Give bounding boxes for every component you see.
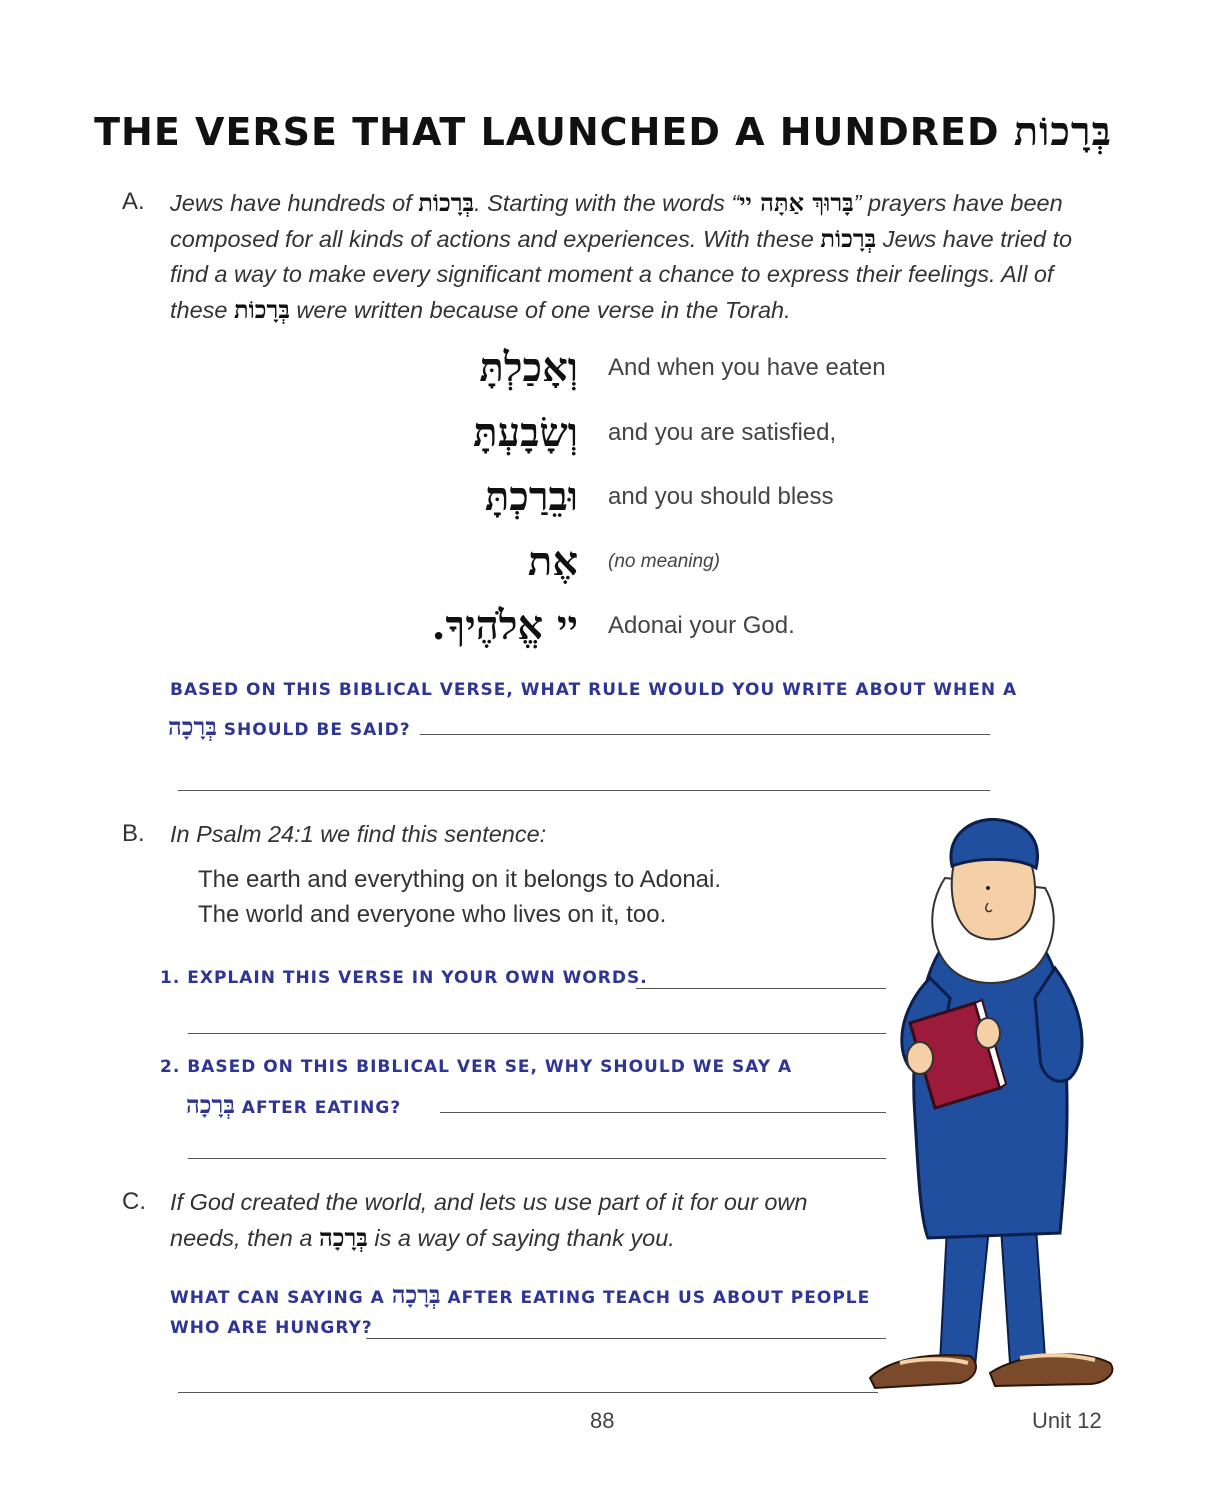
text-run: AFTER EATING TEACH US ABOUT PEOPLE <box>440 1288 871 1308</box>
answer-line-a1[interactable] <box>420 734 990 735</box>
scholar-figure <box>870 819 1112 1388</box>
verse-english-1: And when you have eaten <box>608 354 886 381</box>
question-number: 2. <box>160 1057 181 1077</box>
question-a-line2 <box>168 712 411 742</box>
verse-hebrew-5: יי אֱלֹהֶיךָ. <box>431 602 578 649</box>
title-hebrew: בְּרָכוֹת <box>1013 108 1112 155</box>
answer-line-b2a[interactable] <box>440 1112 886 1113</box>
unit-label: Unit 12 <box>1032 1408 1102 1433</box>
verse-hebrew-2: וְשָׂבָעְתָּ <box>473 409 578 456</box>
text-run: were written because of one verse in the Torah. <box>289 297 791 323</box>
verse-english-2: and you are satisfied, <box>608 419 837 446</box>
scholar-illustration <box>860 818 1120 1398</box>
section-c-letter: C. <box>122 1188 146 1215</box>
verse-english-4: (no meaning) <box>608 551 720 572</box>
psalm-quote-line1: The earth and everything on it belongs to Adonai. <box>198 866 722 893</box>
hebrew-word: בְּרָכוֹת <box>820 224 877 253</box>
verse-english-3: and you should bless <box>608 483 834 510</box>
text-run: EXPLAIN THIS VERSE IN YOUR OWN WORDS. <box>187 968 648 988</box>
answer-line-c2[interactable] <box>178 1392 878 1393</box>
section-a-paragraph <box>170 185 1110 328</box>
verse-english-5: Adonai your God. <box>608 612 795 639</box>
text-run: SHOULD BE SAID? <box>216 720 411 740</box>
question-b2-line2 <box>186 1090 401 1120</box>
page-title <box>0 108 1206 155</box>
question-number: 1. <box>160 968 181 988</box>
text-run: If God created the world, and lets us use part of it for our own needs, then a <box>170 1189 808 1251</box>
page-number: 88 <box>590 1408 615 1433</box>
section-c-paragraph <box>170 1185 870 1256</box>
question-b2-line1 <box>160 1057 792 1077</box>
text-run: Jews have hundreds of <box>170 190 419 216</box>
hebrew-word: בְּרָכָה <box>168 712 217 741</box>
text-run: is a way of saying thank you. <box>367 1225 675 1251</box>
hebrew-word: בְּרָכָה <box>186 1090 235 1119</box>
text-run: Jews have tried to find a way to make every significant moment a chance to express their feelings. All of these <box>170 226 1073 323</box>
section-b-letter: B. <box>122 820 145 847</box>
question-c-line1 <box>170 1280 870 1310</box>
verse-hebrew-3: וּבֵרַכְתָּ <box>484 473 578 520</box>
hebrew-word: בְּרָכוֹת <box>234 295 290 324</box>
section-a-letter: A. <box>122 188 145 215</box>
question-b1 <box>160 968 648 988</box>
hebrew-word: בְּרָכוֹת <box>418 188 475 217</box>
answer-line-b1b[interactable] <box>188 1033 886 1034</box>
answer-line-c1[interactable] <box>366 1338 886 1339</box>
question-a-line1: BASED ON THIS BIBLICAL VERSE, WHAT RULE WOULD YOU WRITE ABOUT WHEN A <box>170 680 1018 700</box>
text-run: ” prayers have been composed for all kinds of actions and experiences. With these <box>170 190 1063 252</box>
text-run: WHAT CAN SAYING A <box>170 1288 392 1308</box>
verse-hebrew-4: אֶת <box>527 538 578 585</box>
verse-hebrew-1: וְאָכַלְתָּ <box>479 344 578 391</box>
answer-line-a2[interactable] <box>178 790 990 791</box>
text-run: AFTER EATING? <box>234 1098 402 1118</box>
question-c-line2: WHO ARE HUNGRY? <box>170 1318 373 1338</box>
answer-line-b1a[interactable] <box>636 988 886 989</box>
psalm-quote-line2: The world and everyone who lives on it, too. <box>198 901 667 928</box>
text-run: BASED ON THIS BIBLICAL VER SE, WHY SHOULD WE SAY A <box>187 1057 793 1077</box>
text-run: . Starting with the words “ <box>474 190 740 216</box>
hebrew-phrase: בָּרוּךְ אַתָּה יי <box>739 188 854 217</box>
hebrew-word: בְּרָכָה <box>391 1280 441 1309</box>
section-b-intro: In Psalm 24:1 we find this sentence: <box>170 821 547 847</box>
answer-line-b2b[interactable] <box>188 1158 886 1159</box>
title-english: THE VERSE THAT LAUNCHED A HUNDRED <box>94 110 1000 154</box>
hebrew-word: בְּרָכָה <box>318 1223 368 1252</box>
